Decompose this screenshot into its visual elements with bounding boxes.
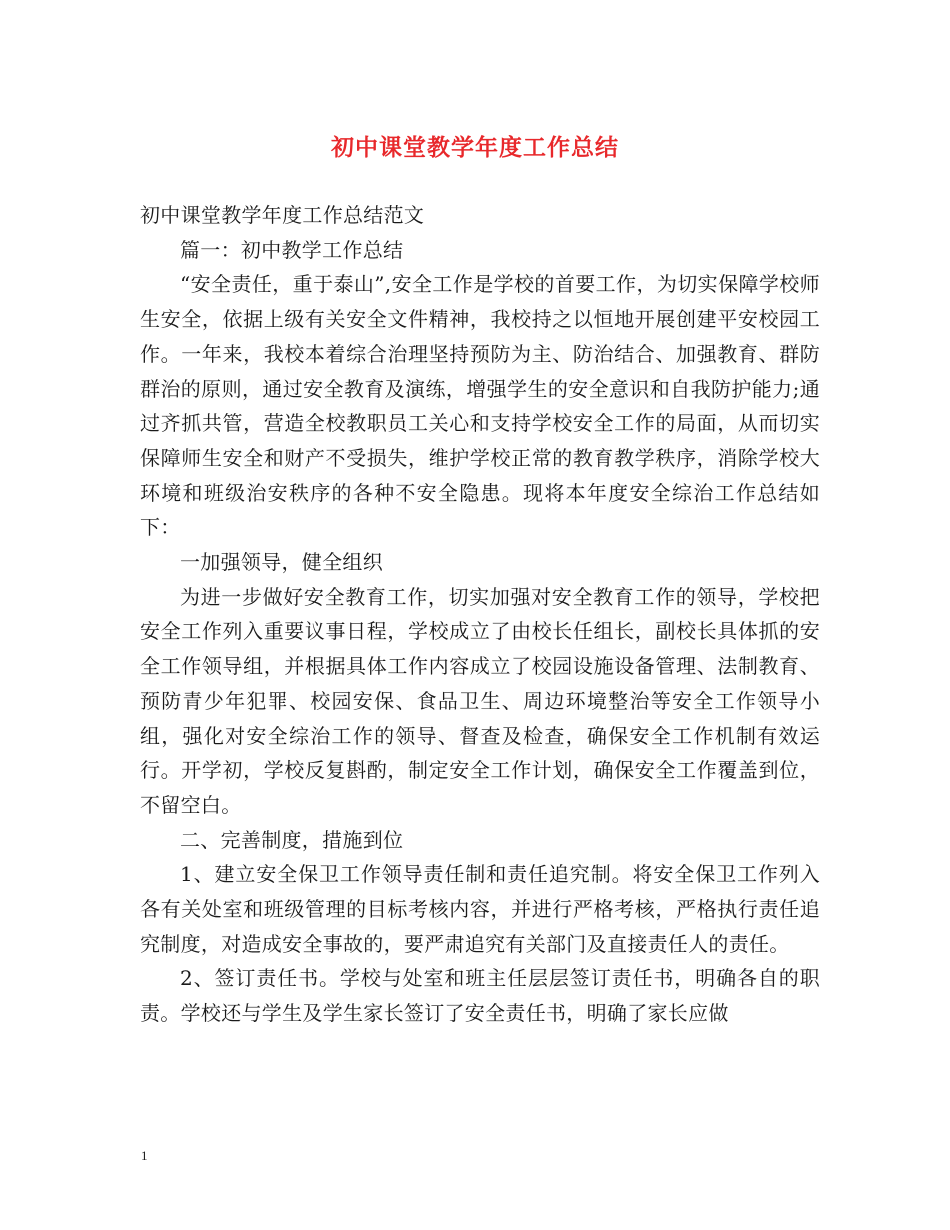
systems-item-1: 1、建立安全保卫工作领导责任制和责任追究制。将安全保卫工作列入各有关处室和班级管理的目标考核内容，并进行严格考核，严格执行责任追究制度，对造成安全事故的，要严肃追究有关部门及直接责任人的责任。 [140, 862, 820, 956]
section-heading-leadership: 一加强领导，健全组织 [180, 550, 383, 575]
document-title: 初中课堂教学年度工作总结 [331, 134, 619, 161]
document-body [140, 198, 820, 1031]
section-heading-part-one: 篇一：初中教学工作总结 [180, 237, 404, 262]
page-number: 1 [141, 1148, 148, 1163]
intro-paragraph: “安全责任，重于泰山”,安全工作是学校的首要工作，为切实保障学校师生安全，依据上级有关安全文件精神，我校持之以恒地开展创建平安校园工作。一年来，我校本着综合治理坚持预防为主、防治结合、加强教育、群防群治的原则，通过安全教育及演练，增强学生的安全意识和自我防护能力;通过齐抓共管，营造全校教职员工关心和支持学校安全工作的局面，从而切实保障师生安全和财产不受损失，维护学校正常的教育教学秩序，消除学校大环境和班级治安秩序的各种不安全隐患。现将本年度安全综治工作总结如下： [140, 272, 820, 540]
leadership-paragraph: 为进一步做好安全教育工作，切实加强对安全教育工作的领导，学校把安全工作列入重要议事日程，学校成立了由校长任组长，副校长具体抓的安全工作领导组，并根据具体工作内容成立了校园设施设备管理、法制教育、预防青少年犯罪、校园安保、食品卫生、周边环境整治等安全工作领导小组，强化对安全综治工作的领导、督查及检查，确保安全工作机制有效运行。开学初，学校反复斟酌，制定安全工作计划，确保安全工作覆盖到位，不留空白。 [140, 584, 820, 817]
document-subtitle: 初中课堂教学年度工作总结范文 [140, 203, 425, 227]
section-heading-systems: 二、完善制度，措施到位 [180, 827, 404, 852]
systems-item-2: 2、签订责任书。学校与处室和班主任层层签订责任书，明确各自的职责。学校还与学生及学生家长签订了安全责任书，明确了家长应做 [140, 966, 820, 1026]
